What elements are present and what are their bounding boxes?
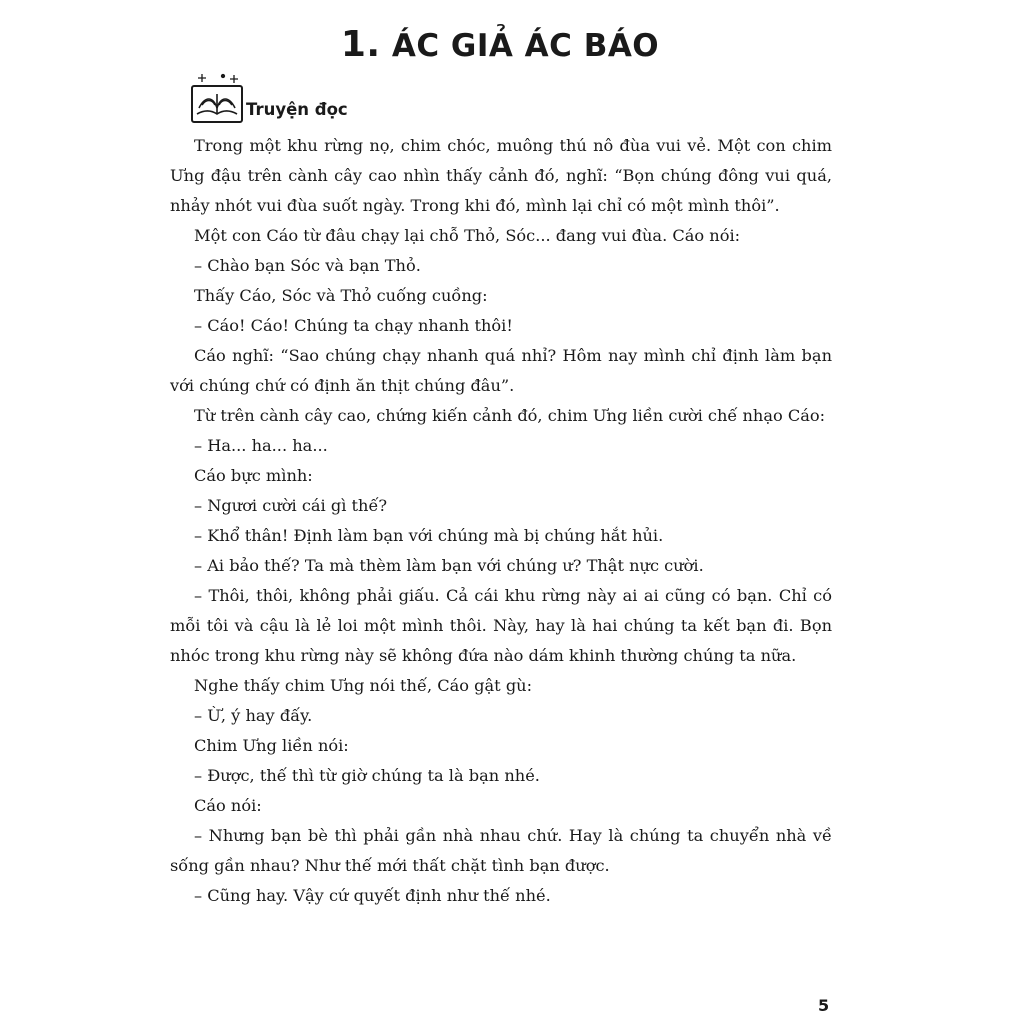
paragraph: Từ trên cành cây cao, chứng kiến cảnh đó, chim Ưng liền cười chế nhạo Cáo: — [194, 406, 826, 425]
paragraph: – Chào bạn Sóc và bạn Thỏ. — [194, 256, 421, 275]
paragraph: – Được, thế thì từ giờ chúng ta là bạn nhé. — [194, 766, 540, 785]
paragraph: – Nhưng bạn bè thì phải gần nhà nhau chứ. Hay là chúng ta chuyển nhà về sống gần nhau? Như thế mới thất chặt tình bạn được. — [170, 826, 832, 875]
open-book-icon — [190, 72, 246, 124]
paragraph: – Ha... ha... ha... — [194, 436, 328, 455]
paragraph: – Ngươi cười cái gì thế? — [194, 496, 388, 515]
page-number: 5 — [818, 996, 830, 1015]
paragraph: Cáo bực mình: — [194, 466, 313, 485]
paragraph: Trong một khu rừng nọ, chim chóc, muông thú nô đùa vui vẻ. Một con chim Ưng đậu trên cành cây cao nhìn thấy cảnh đó, nghĩ: “Bọn chúng đông vui quá, nhảy nhót vui đùa suốt ngày. Trong khi đó, mình lại chỉ có một mình thôi”. — [170, 136, 832, 215]
chapter-title-text: ÁC GIẢ ÁC BÁO — [391, 28, 660, 64]
section-label: Truyện đọc — [246, 100, 348, 119]
chapter-number: 1. — [340, 24, 381, 65]
paragraph: – Thôi, thôi, không phải giấu. Cả cái khu rừng này ai ai cũng có bạn. Chỉ có mỗi tôi và cậu là lẻ loi một mình thôi. Này, hay là hai chúng ta kết bạn đi. Bọn nhóc trong khu rừng này sẽ không đứa nào dám khinh thường chúng ta nữa. — [170, 586, 832, 665]
chapter-title — [0, 24, 1000, 65]
paragraph: Cáo nghĩ: “Sao chúng chạy nhanh quá nhỉ? Hôm nay mình chỉ định làm bạn với chúng chứ có định ăn thịt chúng đâu”. — [170, 346, 832, 395]
paragraph: – Khổ thân! Định làm bạn với chúng mà bị chúng hắt hủi. — [194, 526, 664, 545]
story-text — [170, 131, 832, 911]
section-heading — [190, 72, 490, 124]
paragraph: – Cũng hay. Vậy cứ quyết định như thế nhé. — [194, 886, 551, 905]
paragraph: – Ai bảo thế? Ta mà thèm làm bạn với chúng ư? Thật nực cười. — [194, 556, 704, 575]
paragraph: Chim Ưng liền nói: — [194, 736, 349, 755]
paragraph: Một con Cáo từ đâu chạy lại chỗ Thỏ, Sóc... đang vui đùa. Cáo nói: — [194, 226, 741, 245]
paragraph: Cáo nói: — [194, 796, 262, 815]
paragraph: – Ừ, ý hay đấy. — [194, 706, 313, 725]
paragraph: – Cáo! Cáo! Chúng ta chạy nhanh thôi! — [194, 316, 513, 335]
paragraph: Thấy Cáo, Sóc và Thỏ cuống cuồng: — [194, 286, 488, 305]
paragraph: Nghe thấy chim Ưng nói thế, Cáo gật gù: — [194, 676, 533, 695]
